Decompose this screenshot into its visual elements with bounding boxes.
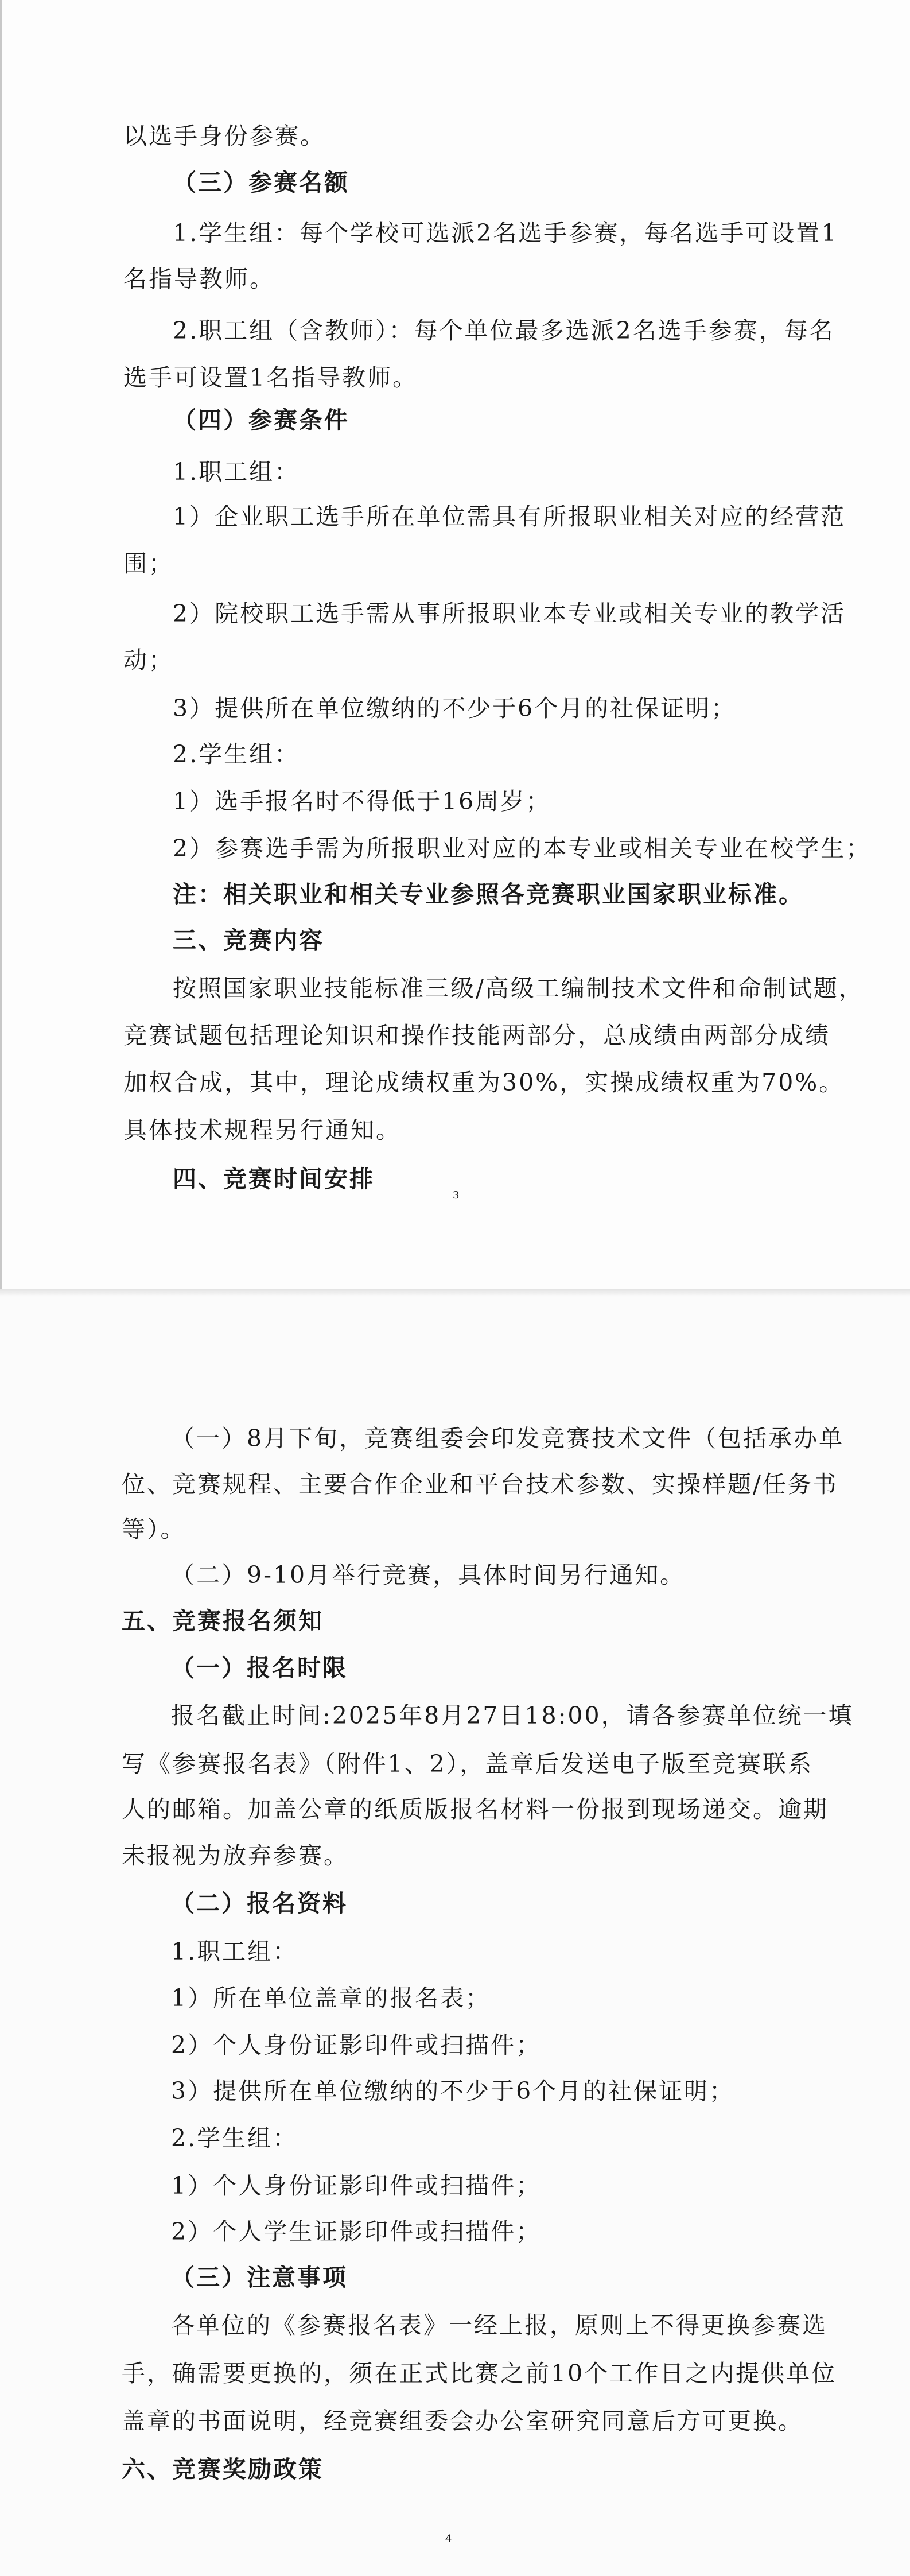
section-heading: （四）参赛条件 [173,406,349,434]
text-line: （一）8月下旬，竞赛组委会印发竞赛技术文件（包括承办单 [171,1425,845,1452]
text-line: 2）院校职工选手需从事所报职业本专业或相关专业的教学活 [173,600,846,627]
text-line: 盖章的书面说明，经竞赛组委会办公室研究同意后方可更换。 [122,2407,803,2435]
chapter-heading: 五、竞赛报名须知 [122,1607,324,1635]
text-line: 2.职工组（含教师）：每个单位最多选派2名选手参赛，每名 [173,317,835,344]
text-line: 报名截止时间:2025年8月27日18:00，请各参赛单位统一填 [171,1702,854,1729]
text-line: 具体技术规程另行通知。 [123,1116,401,1144]
section-heading: （三）注意事项 [171,2264,348,2291]
text-line: 以选手身份参赛。 [123,122,325,150]
text-line: 各单位的《参赛报名表》一经上报，原则上不得更换参赛选 [171,2311,827,2339]
text-line: 2.学生组： [173,740,300,768]
text-line: 3）提供所在单位缴纳的不少于6个月的社保证明； [171,2077,735,2105]
text-line: 人的邮箱。加盖公章的纸质版报名材料一份报到现场递交。逾期 [122,1795,829,1823]
scan-edge-shadow [0,1289,910,1297]
text-line: 2.学生组： [171,2124,298,2152]
chapter-heading: 六、竞赛奖励政策 [122,2455,324,2483]
note-line: 注：相关职业和相关专业参照各竞赛职业国家职业标准。 [173,880,804,908]
chapter-heading: 三、竞赛内容 [173,926,324,954]
section-heading: （三）参赛名额 [173,169,349,196]
text-line: 名指导教师。 [123,265,275,293]
text-line: 1）个人身份证影印件或扫描件； [171,2172,542,2199]
text-line: 选手可设置1名指导教师。 [123,364,418,391]
text-line: 2）个人身份证影印件或扫描件； [171,2031,542,2059]
text-line: 1）选手报名时不得低于16周岁； [173,787,551,815]
page-number: 4 [445,2533,452,2545]
text-line: 动； [123,646,174,674]
text-line: 1）所在单位盖章的报名表； [171,1984,491,2012]
text-line: （二）9-10月举行竞赛，具体时间另行通知。 [171,1561,686,1589]
text-line: 加权合成，其中，理论成绩权重为30%，实操成绩权重为70%。 [123,1069,845,1096]
section-heading: （一）报名时限 [171,1654,348,1682]
text-line: 1.职工组： [173,458,300,486]
page-number: 3 [453,1189,460,1201]
text-line: 1.学生组：每个学校可选派2名选手参赛，每名选手可设置1 [173,219,838,247]
text-line: 位、竞赛规程、主要合作企业和平台技术参数、实操样题/任务书 [122,1471,838,1498]
text-line: 未报视为放弃参赛。 [122,1842,349,1869]
chapter-heading: 四、竞赛时间安排 [173,1165,375,1193]
text-line: 1）企业职工选手所在单位需具有所报职业相关对应的经营范 [173,503,846,530]
text-line: 竞赛试题包括理论知识和操作技能两部分，总成绩由两部分成绩 [123,1022,830,1049]
text-line: 等）。 [122,1515,186,1543]
section-heading: （二）报名资料 [171,1890,348,1917]
text-line: 2）个人学生证影印件或扫描件； [171,2218,542,2245]
text-line: 手，确需要更换的，须在正式比赛之前10个工作日之内提供单位 [122,2360,837,2387]
document-page-4 [0,1289,910,2576]
text-line: 写《参赛报名表》（附件1、2），盖章后发送电子版至竞赛联系 [122,1750,814,1778]
text-line: 1.职工组： [171,1938,298,1965]
text-line: 按照国家职业技能标准三级/高级工编制技术文件和命制试题， [173,975,864,1002]
text-line: 3）提供所在单位缴纳的不少于6个月的社保证明； [173,695,737,722]
text-line: 围； [123,550,174,577]
text-line: 2）参赛选手需为所报职业对应的本专业或相关专业在校学生； [173,835,872,862]
